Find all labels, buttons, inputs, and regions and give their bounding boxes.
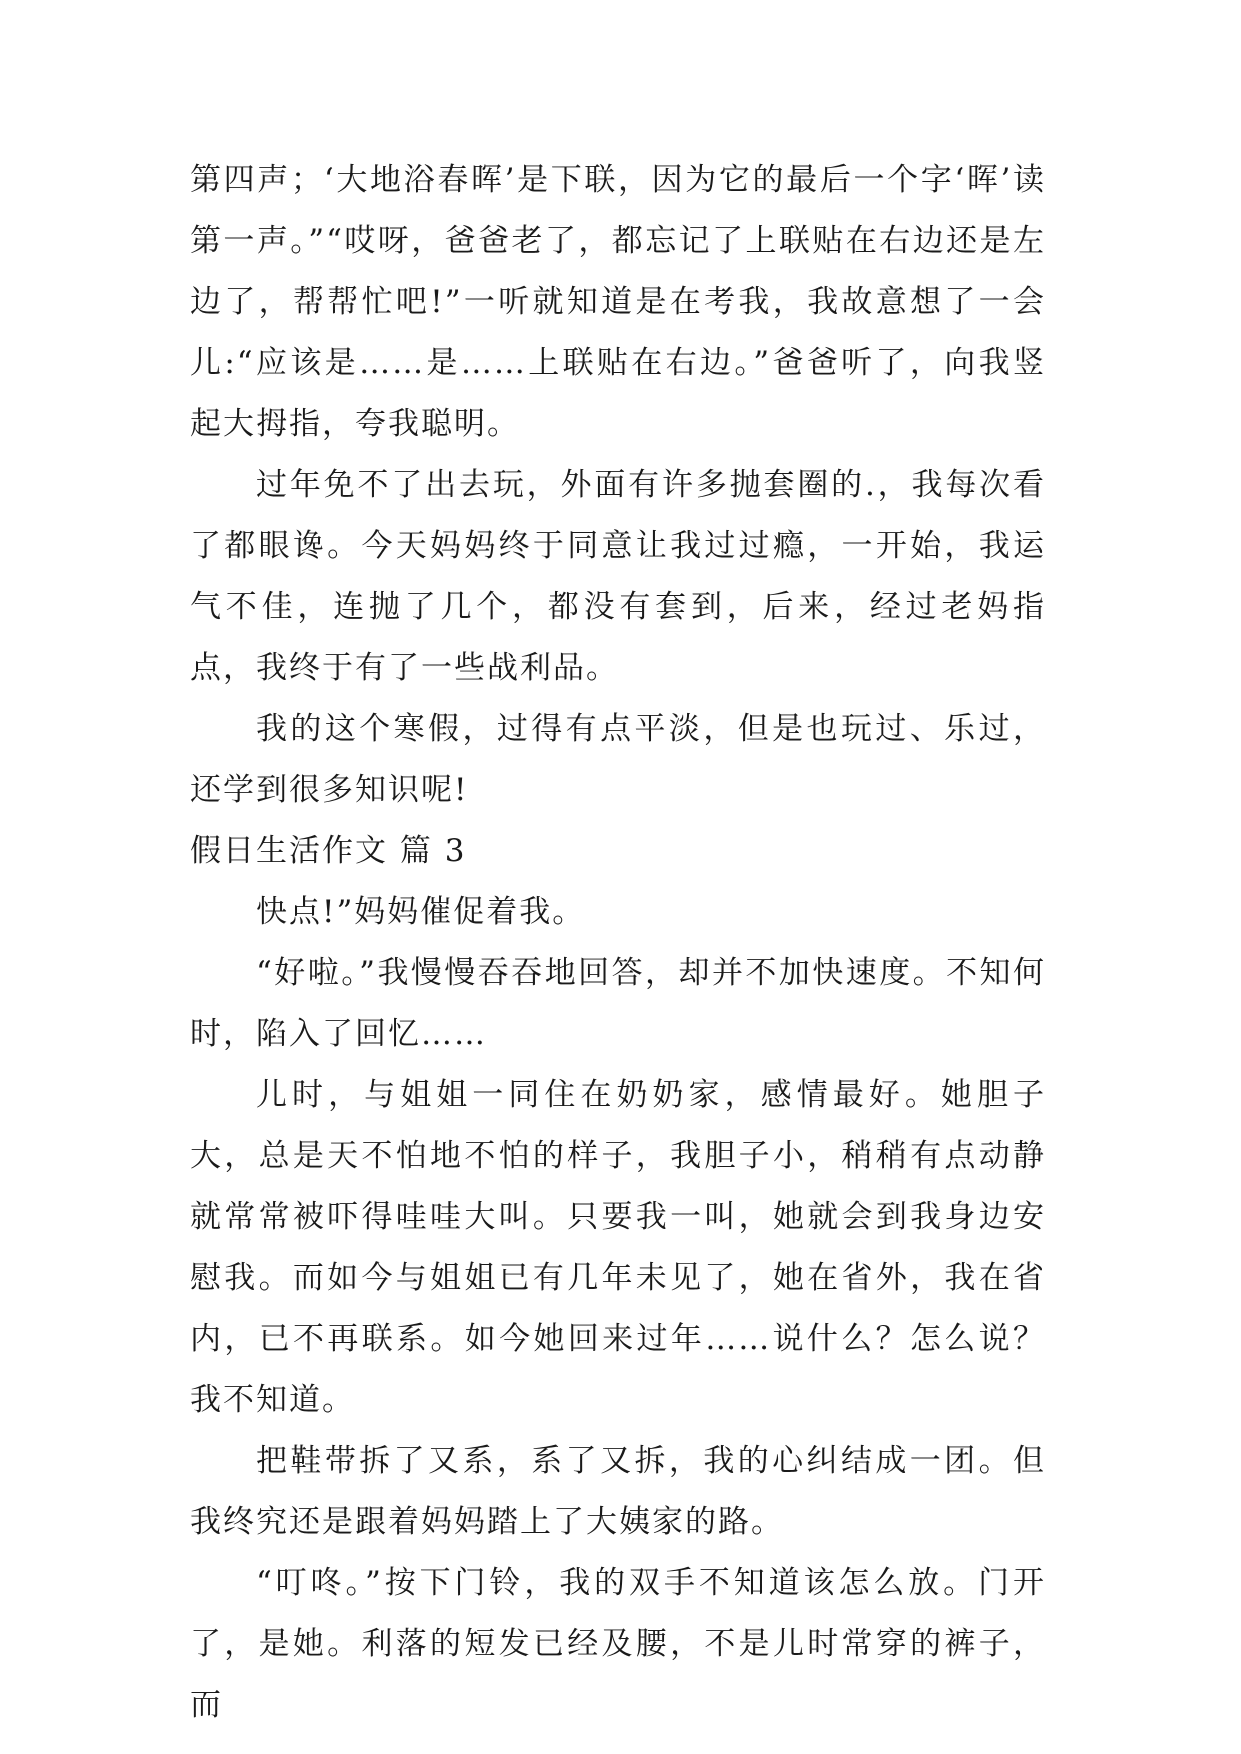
paragraph: “好啦。”我慢慢吞吞地回答，却并不加快速度。不知何时，陷入了回忆……: [190, 955, 1046, 1052]
paragraph: 我的这个寒假，过得有点平淡，但是也玩过、乐过，还学到很多知识呢!: [190, 711, 1046, 808]
paragraph-continued: 第四声；‘大地浴春晖’是下联，因为它的最后一个字‘晖’读第一声。”“哎呀，爸爸老了，都忘记了上联贴在右边还是左边了，帮帮忙吧!”一听就知道是在考我，我故意想了一会儿:“应该是……是……上联贴在右边。”爸爸听了，向我竖起大拇指，夸我聪明。: [190, 162, 1046, 442]
paragraph: “叮咚。”按下门铃，我的双手不知道该怎么放。门开了，是她。利落的短发已经及腰，不是儿时常穿的裤子，而: [190, 1565, 1046, 1723]
paragraph: 儿时，与姐姐一同住在奶奶家，感情最好。她胆子大，总是天不怕地不怕的样子，我胆子小，稍稍有点动静就常常被吓得哇哇大叫。只要我一叫，她就会到我身边安慰我。而如今与姐姐已有几年未见了，她在省外，我在省内，已不再联系。如今她回来过年……说什么？怎么说？我不知道。: [190, 1077, 1046, 1418]
paragraph: 过年免不了出去玩，外面有许多抛套圈的.，我每次看了都眼谗。今天妈妈终于同意让我过过瘾，一开始，我运气不佳，连抛了几个，都没有套到，后来，经过老妈指点，我终于有了一些战利品。: [190, 467, 1046, 686]
section-title: 假日生活作文 篇 3: [190, 833, 467, 869]
paragraph: 把鞋带拆了又系，系了又拆，我的心纠结成一团。但我终究还是跟着妈妈踏上了大姨家的路。: [190, 1443, 1046, 1540]
document-body: [190, 150, 1046, 1736]
paragraph: 快点!”妈妈催促着我。: [256, 894, 586, 930]
